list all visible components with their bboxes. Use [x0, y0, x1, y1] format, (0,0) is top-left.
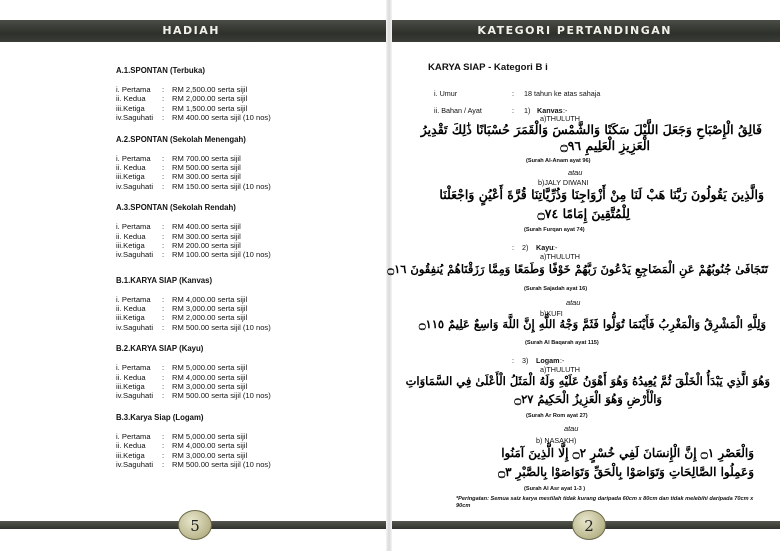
prize-section [116, 344, 376, 401]
umur-value: 18 tahun ke atas sahaja [524, 89, 601, 98]
prize-amount: RM 2,000.00 serta sijil [172, 313, 248, 323]
page-title: KARYA SIAP - Kategori B i [428, 62, 548, 73]
caption-rom: (Surah Ar Rom ayat 27) [526, 413, 588, 419]
prize-row [116, 382, 376, 391]
verse-rom-line1: وَهُوَ الَّذِي يَبْدَأُ الْخَلْقَ ثُمَّ يُعِيدُهُ وَهُوَ أَهْوَنُ عَلَيْهِ وَلَهُ الْمَثَلُ الْأَعْلَىٰ فِي السَّمَاوَاتِ [405, 374, 770, 388]
prize-rank: iv.Saguhati [116, 113, 154, 123]
prize-amount: RM 2,500.00 serta sijil [172, 85, 248, 94]
page-number-left: 5 [178, 510, 212, 540]
prize-colon: : [162, 240, 165, 250]
caption-baqarah: (Surah Al Baqarah ayat 115) [525, 340, 599, 346]
section-title: A.3.SPONTAN (Sekolah Rendah) [116, 203, 236, 213]
prize-amount: RM 300.00 serta sijil [172, 172, 241, 182]
prize-amount: RM 5,000.00 serta sijil [172, 363, 248, 373]
prize-rank: iii.Ketiga [116, 313, 145, 323]
prize-section [116, 66, 376, 123]
umur-label: i. Umur [434, 89, 458, 98]
prize-amount: RM 4,000.00 serta sijil [172, 294, 248, 304]
prize-rank: iii.Ketiga [116, 172, 145, 182]
prize-row [116, 391, 376, 400]
prize-rank: i. Pertama [116, 363, 151, 373]
caption-furqan: (Surah Furqan ayat 74) [524, 227, 585, 233]
prize-colon: : [162, 391, 165, 401]
prize-colon: : [162, 181, 165, 191]
logam-colon: : [512, 356, 514, 365]
verse-anam-line2: الْعَزِيزِ الْعَلِيمِ ۝٩٦ [560, 138, 650, 153]
header-title-kategori: KATEGORI PERTANDINGAN [477, 24, 672, 37]
section-title: A.2.SPONTAN (Sekolah Menengah) [116, 134, 246, 144]
atau-1: atau [568, 168, 583, 177]
prize-rank: i. Pertama [116, 294, 151, 304]
prize-rank: iii.Ketiga [116, 240, 145, 250]
size-warning-note: *Peringatan: Semua saiz karya mestilah tidak kurang daripada 60cm x 80cm dan tidak melebihi daripada 70cm x 90cm [456, 496, 754, 509]
kayu-colon: : [512, 243, 514, 252]
prize-amount: RM 1,500.00 serta sijil [172, 103, 248, 113]
prize-colon: : [162, 103, 165, 113]
prize-colon: : [162, 294, 165, 304]
verse-sajadah: تَتَجَافَىٰ جُنُوبُهُمْ عَنِ الْمَضَاجِعِ يَدْعُونَ رَبَّهُمْ خَوْفًا وَطَمَعًا وَمِمَّا رَزَقْنَاهُمْ يُنفِقُونَ ۝١٦ [387, 262, 768, 276]
prize-amount: RM 400.00 serta sijil (10 nos) [172, 113, 271, 123]
prize-row [116, 154, 376, 163]
prize-rank: iii.Ketiga [116, 103, 145, 113]
prize-row [116, 304, 376, 313]
prize-colon: : [162, 172, 165, 182]
script-kufi: b)KUFI [540, 309, 563, 318]
atau-3: atau [564, 424, 579, 433]
prize-row [116, 373, 376, 382]
prize-row [116, 172, 376, 181]
bahan-colon: : [512, 106, 514, 115]
prize-row [116, 432, 376, 441]
section-title: B.2.KARYA SIAP (Kayu) [116, 344, 204, 354]
prize-amount: RM 500.00 serta sijil [172, 162, 241, 172]
item-kanvas-name: Kanvas [537, 106, 563, 115]
prize-rank: i. Pertama [116, 153, 151, 163]
item-kanvas-num: 1) [524, 106, 531, 115]
prize-colon: : [162, 222, 165, 232]
prize-row [116, 163, 376, 172]
prize-colon: : [162, 372, 165, 382]
item-logam-suffix: :- [560, 356, 565, 365]
prize-amount: RM 3,000.00 serta sijil [172, 304, 248, 314]
prize-row [116, 232, 376, 241]
item-logam-num: 3) [522, 356, 529, 365]
prize-amount: RM 400.00 serta sijil [172, 222, 241, 232]
script-thuluth-2: a)THULUTH [540, 252, 580, 261]
prize-colon: : [162, 94, 165, 104]
prize-amount: RM 3,000.00 serta sijil [172, 450, 248, 460]
prize-rank: iv.Saguhati [116, 459, 154, 469]
prize-row [116, 323, 376, 332]
prize-row [116, 104, 376, 113]
prize-rank: iii.Ketiga [116, 450, 145, 460]
prize-row [116, 250, 376, 259]
verse-furqan-line1: وَالَّذِينَ يَقُولُونَ رَبَّنَا هَبْ لَنَا مِنْ أَزْوَاجِنَا وَذُرِّيَّاتِنَا قُرَّةَ أَعْيُنٍ وَاجْعَلْنَا [439, 187, 764, 202]
prize-colon: : [162, 382, 165, 392]
header-band-left [0, 20, 386, 42]
prize-colon: : [162, 431, 165, 441]
prize-amount: RM 3,000.00 serta sijil [172, 382, 248, 392]
script-thuluth-1: a)THULUTH [540, 114, 580, 123]
prize-row [116, 222, 376, 231]
prize-colon: : [162, 231, 165, 241]
prize-rank: iv.Saguhati [116, 322, 154, 332]
prize-rank: ii. Kedua [116, 304, 146, 314]
umur-colon: : [512, 89, 514, 98]
prize-amount: RM 4,000.00 serta sijil [172, 372, 248, 382]
prize-colon: : [162, 322, 165, 332]
prize-rank: iii.Ketiga [116, 382, 145, 392]
prize-row [116, 113, 376, 122]
section-title: A.1.SPONTAN (Terbuka) [116, 66, 205, 75]
header-band-right [392, 20, 780, 42]
prize-colon: : [162, 313, 165, 323]
prize-rank: ii. Kedua [116, 441, 146, 451]
prize-amount: RM 500.00 serta sijil (10 nos) [172, 322, 271, 332]
prize-row [116, 313, 376, 322]
prize-row [116, 241, 376, 250]
prize-row [116, 363, 376, 372]
prize-colon: : [162, 113, 165, 123]
prize-section [116, 135, 376, 192]
item-kayu-name: Kayu [536, 243, 554, 252]
prize-section [116, 203, 376, 260]
prize-rank: iv.Saguhati [116, 250, 154, 260]
section-title: B.3.Karya Siap (Logam) [116, 412, 204, 422]
prize-colon: : [162, 85, 165, 94]
atau-2: atau [566, 298, 581, 307]
item-logam-name: Logam [536, 356, 560, 365]
script-nasakh: b) NASAKH) [536, 436, 577, 445]
prize-amount: RM 300.00 serta sijil [172, 231, 241, 241]
prize-colon: : [162, 304, 165, 314]
prize-colon: : [162, 459, 165, 469]
item-kayu-num: 2) [522, 243, 529, 252]
prize-rank: i. Pertama [116, 431, 151, 441]
prize-colon: : [162, 450, 165, 460]
prize-row [116, 451, 376, 460]
verse-baqarah: وَلِلَّهِ الْمَشْرِقُ وَالْمَغْرِبُ فَأَيْنَمَا تُوَلُّوا فَثَمَّ وَجْهُ اللَّهِ إِنَّ اللَّهَ وَاسِعٌ عَلِيمٌ ۝١١٥ [418, 317, 766, 331]
caption-asr: (Surah Al Asr ayat 1-3 ) [524, 486, 586, 492]
header-title-hadiah: HADIAH [162, 24, 220, 37]
prize-section [116, 413, 376, 470]
prize-rank: i. Pertama [116, 85, 151, 94]
prize-rank: iv.Saguhati [116, 181, 154, 191]
item-kanvas-suffix: :- [563, 106, 568, 115]
script-jaly-diwani: b)JALY DIWANI [538, 178, 589, 187]
verse-rom-line2: وَالْأَرْضِ وَهُوَ الْعَزِيزُ الْحَكِيمُ ۝٢٧ [514, 392, 662, 406]
prize-section [116, 276, 376, 333]
bahan-label: ii. Bahan / Ayat [434, 106, 482, 115]
prize-amount: RM 5,000.00 serta sijil [172, 431, 248, 441]
prize-amount: RM 150.00 serta sijil (10 nos) [172, 181, 271, 191]
page-number-right: 2 [572, 510, 606, 540]
prize-rank: i. Pertama [116, 222, 151, 232]
prize-row [116, 182, 376, 191]
prize-amount: RM 100.00 serta sijil (10 nos) [172, 250, 271, 260]
category-page [428, 62, 774, 85]
prize-amount: RM 700.00 serta sijil [172, 153, 241, 163]
prize-row [116, 295, 376, 304]
verse-asr-line2: وَعَمِلُوا الصَّالِحَاتِ وَتَوَاصَوْا بِالْحَقِّ وَتَوَاصَوْا بِالصَّبْرِ ۝٣ [498, 465, 754, 479]
section-title: B.1.KARYA SIAP (Kanvas) [116, 275, 213, 285]
prize-colon: : [162, 250, 165, 260]
prize-rank: iv.Saguhati [116, 391, 154, 401]
prize-amount: RM 500.00 serta sijil (10 nos) [172, 391, 271, 401]
prize-rank: ii. Kedua [116, 231, 146, 241]
prize-rank: ii. Kedua [116, 162, 146, 172]
prize-amount: RM 2,000.00 serta sijil [172, 94, 248, 104]
prize-amount: RM 500.00 serta sijil (10 nos) [172, 459, 271, 469]
caption-sajadah: (Surah Sajadah ayat 16) [524, 286, 588, 292]
caption-anam: (Surah Al-Anam ayat 96) [526, 158, 591, 164]
prize-row [116, 441, 376, 450]
prize-colon: : [162, 153, 165, 163]
item-kayu-suffix: :- [553, 243, 558, 252]
prize-list [116, 66, 376, 481]
prize-amount: RM 200.00 serta sijil [172, 240, 241, 250]
script-thuluth-3: a)THULUTH [540, 365, 580, 374]
prize-row [116, 85, 376, 94]
prize-row [116, 94, 376, 103]
prize-colon: : [162, 441, 165, 451]
prize-colon: : [162, 162, 165, 172]
prize-row [116, 460, 376, 469]
prize-colon: : [162, 363, 165, 373]
verse-anam-line1: فَالِقُ الْإِصْبَاحِ وَجَعَلَ اللَّيْلَ سَكَنًا وَالشَّمْسَ وَالْقَمَرَ حُسْبَانًا ذَٰلِكَ تَقْدِيرُ [420, 122, 762, 137]
prize-rank: ii. Kedua [116, 94, 146, 104]
verse-furqan-line2: لِلْمُتَّقِينَ إِمَامًا ۝٧٤ [537, 206, 630, 221]
prize-rank: ii. Kedua [116, 372, 146, 382]
prize-amount: RM 4,000.00 serta sijil [172, 441, 248, 451]
verse-asr-line1: وَالْعَصْرِ ۝١ إِنَّ الْإِنسَانَ لَفِي خُسْرٍ ۝٢ إِلَّا الَّذِينَ آمَنُوا [501, 446, 754, 460]
